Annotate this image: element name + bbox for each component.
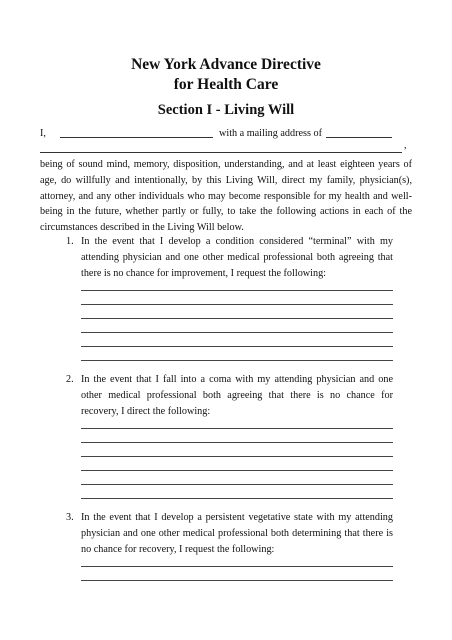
section-heading: Section I - Living Will [157, 102, 295, 118]
item-3-answer-line[interactable] [81, 566, 393, 567]
item-2-number: 2. [66, 374, 74, 385]
item-1-answer-line[interactable] [81, 318, 393, 319]
item-1-text: In the event that I develop a condition considered “terminal” with my attending physician and one other medical professional both agreeing that there is no chance for improvement, I request the following: [81, 236, 393, 279]
address-comma: , [404, 140, 407, 151]
address-blank-2[interactable] [40, 152, 402, 153]
document-title-line1: New York Advance Directive [131, 56, 321, 73]
mailing-address-label: with a mailing address of [219, 128, 322, 139]
item-1-answer-line[interactable] [81, 290, 393, 291]
declarant-prefix: I, [40, 128, 46, 139]
item-1-answer-line[interactable] [81, 346, 393, 347]
address-blank-1[interactable] [326, 137, 392, 138]
item-2-answer-line[interactable] [81, 456, 393, 457]
item-3-answer-line[interactable] [81, 580, 393, 581]
name-blank[interactable] [60, 137, 213, 138]
item-2-answer-line[interactable] [81, 498, 393, 499]
item-3-text: In the event that I develop a persistent vegetative state with my attending physician and one other medical professional both determining that there is no chance for recovery, I request the following: [81, 512, 393, 555]
item-1-answer-line[interactable] [81, 332, 393, 333]
item-1-answer-line[interactable] [81, 360, 393, 361]
item-2-answer-line[interactable] [81, 470, 393, 471]
item-2-answer-line[interactable] [81, 484, 393, 485]
document-title-line2: for Health Care [173, 76, 279, 93]
item-1-answer-line[interactable] [81, 304, 393, 305]
intro-paragraph: being of sound mind, memory, disposition, understanding, and at least eighteen years of age, do willfully and intentionally, by this Living Will, direct my family, physician(s), attorney, and any other individuals who may become responsible for my health and well-being in the future, whether partly or fully, to take the following actions in each of the circumstances described in the Living Will below. [40, 159, 412, 234]
item-3-number: 3. [66, 512, 74, 523]
item-2-answer-line[interactable] [81, 442, 393, 443]
item-2-answer-line[interactable] [81, 428, 393, 429]
item-1-number: 1. [66, 236, 74, 247]
item-2-text: In the event that I fall into a coma with my attending physician and one other medical professional both agreeing that there is no chance for recovery, I direct the following: [81, 374, 393, 417]
